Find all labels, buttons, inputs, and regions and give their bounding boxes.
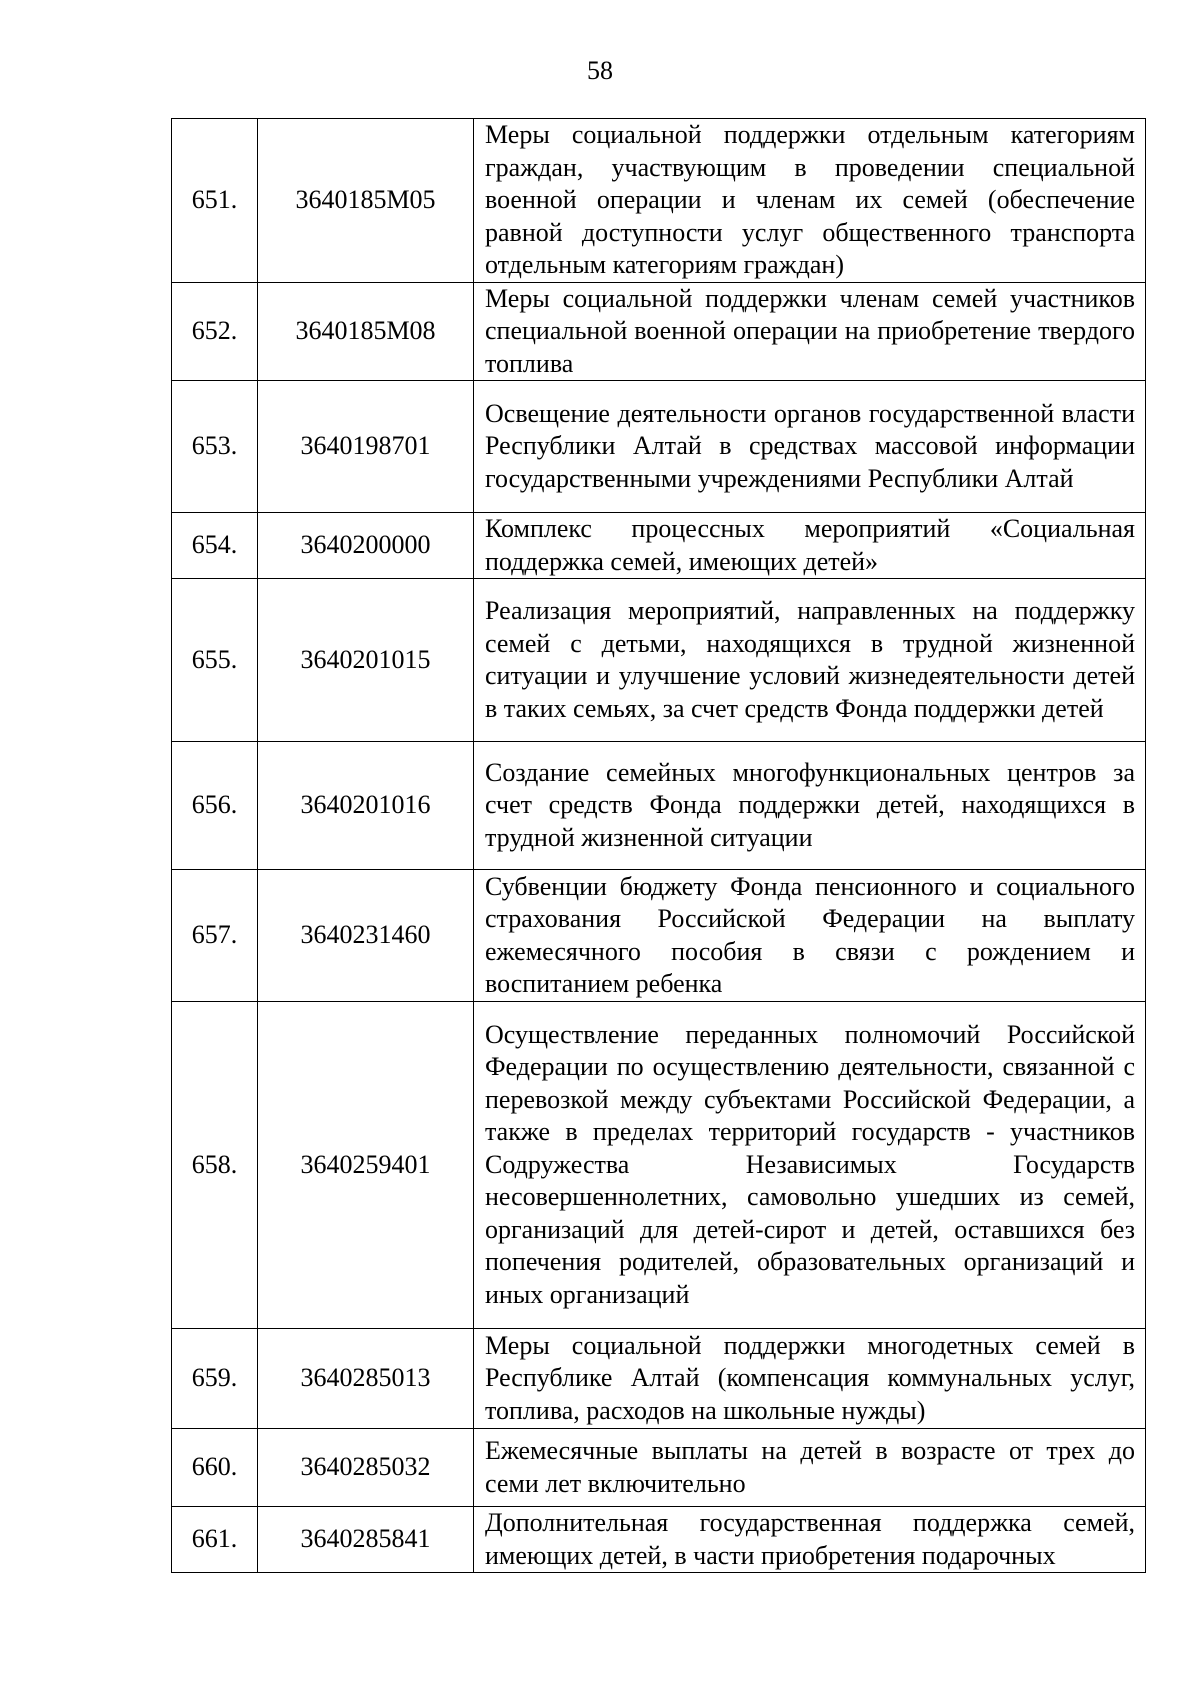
row-description: Осуществление переданных полномочий Российской Федерации по осуществлению деятельности, связанной с перевозкой между субъектами Российской Федерации, а также в пределах территорий государств - участников Содружества Независимых Государств несовершеннолетних, самовольно ушедших из семей, организаций для детей-сирот и детей, оставшихся без попечения родителей, образовательных организаций и иных организаций <box>474 1002 1146 1329</box>
table-row <box>172 1329 1146 1429</box>
budget-classification-table <box>171 118 1146 1573</box>
table-row <box>172 1429 1146 1507</box>
row-number: 651. <box>172 119 258 283</box>
row-number: 660. <box>172 1429 258 1507</box>
row-description: Создание семейных многофункциональных центров за счет средств Фонда поддержки детей, находящихся в трудной жизненной ситуации <box>474 742 1146 870</box>
row-number: 659. <box>172 1329 258 1429</box>
classification-code: 3640285032 <box>258 1429 474 1507</box>
row-number: 658. <box>172 1002 258 1329</box>
row-description: Меры социальной поддержки членам семей участников специальной военной операции на приобретение твердого топлива <box>474 282 1146 381</box>
classification-code: 3640201016 <box>258 742 474 870</box>
row-description: Освещение деятельности органов государственной власти Республики Алтай в средствах массовой информации государственными учреждениями Республики Алтай <box>474 381 1146 513</box>
row-number: 656. <box>172 742 258 870</box>
classification-code: 3640201015 <box>258 579 474 742</box>
row-number: 661. <box>172 1507 258 1573</box>
classification-code: 3640200000 <box>258 513 474 579</box>
table-row <box>172 579 1146 742</box>
row-number: 655. <box>172 579 258 742</box>
table-row <box>172 1507 1146 1573</box>
classification-code: 3640285013 <box>258 1329 474 1429</box>
table-row <box>172 742 1146 870</box>
row-description: Меры социальной поддержки многодетных семей в Республике Алтай (компенсация коммунальных услуг, топлива, расходов на школьные нужды) <box>474 1329 1146 1429</box>
row-description: Субвенции бюджету Фонда пенсионного и социального страхования Российской Федерации на выплату ежемесячного пособия в связи с рождением и воспитанием ребенка <box>474 870 1146 1002</box>
classification-code: 3640259401 <box>258 1002 474 1329</box>
page-number: 58 <box>587 56 613 85</box>
table-row <box>172 870 1146 1002</box>
row-number: 653. <box>172 381 258 513</box>
table-row <box>172 1002 1146 1329</box>
row-number: 657. <box>172 870 258 1002</box>
classification-code: 3640231460 <box>258 870 474 1002</box>
table-row <box>172 119 1146 283</box>
classification-code: 3640198701 <box>258 381 474 513</box>
table-row <box>172 381 1146 513</box>
row-description: Комплекс процессных мероприятий «Социальная поддержка семей, имеющих детей» <box>474 513 1146 579</box>
table-row <box>172 513 1146 579</box>
row-number: 652. <box>172 282 258 381</box>
table-row <box>172 282 1146 381</box>
row-number: 654. <box>172 513 258 579</box>
classification-code: 3640285841 <box>258 1507 474 1573</box>
classification-code: 3640185М08 <box>258 282 474 381</box>
row-description: Ежемесячные выплаты на детей в возрасте от трех до семи лет включительно <box>474 1429 1146 1507</box>
row-description: Меры социальной поддержки отдельным категориям граждан, участвующим в проведении специальной военной операции и членам их семей (обеспечение равной доступности услуг общественного транспорта отдельным категориям граждан) <box>474 119 1146 283</box>
row-description: Реализация мероприятий, направленных на поддержку семей с детьми, находящихся в трудной жизненной ситуации и улучшение условий жизнедеятельности детей в таких семьях, за счет средств Фонда поддержки детей <box>474 579 1146 742</box>
row-description: Дополнительная государственная поддержка семей, имеющих детей, в части приобретения подарочных <box>474 1507 1146 1573</box>
classification-code: 3640185М05 <box>258 119 474 283</box>
